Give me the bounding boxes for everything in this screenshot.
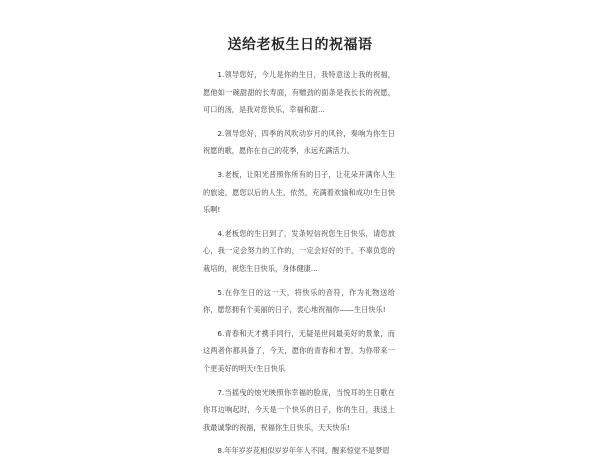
document-body [203, 66, 395, 466]
paragraph-4: 4.老板您的生日到了，发条短信祝您生日快乐，请您放心，我一定会努力的工作的，一定会好好的干，不辜负您的栽培的，祝您生日快乐，身体健康... [203, 228, 395, 273]
paragraph-5: 5.在你生日的这一天，将快乐的音符，作为礼物送给你，愿您拥有个美丽的日子，衷心地祝福你——生日快乐! [203, 287, 395, 315]
paragraph-1: 1.领导您好，今儿是你的生日，我特意送上我的祝福，愿他如一碗甜甜的长寿面，有赠劲的面条是我长长的祝愿，可口的汤，是我对您快乐，幸福和甜... [203, 70, 395, 115]
paragraph-7: 7.当摇曳的烛光映照你幸福的脸庞，当悦耳的生日歌在你耳边响起时，今天是一个快乐的日子，你的生日，我送上我最诚挚的祝福，祝福你生日快乐，天天快乐! [203, 387, 395, 432]
document-title: 送给老板生日的祝福语 [227, 37, 373, 53]
paragraph-3: 3.老板，让阳光普照你所有的日子，让花朵开满你人生的旅途，愿您以后的人生，依然，充满着欢愉和成功!生日快乐啊! [203, 169, 395, 215]
paragraph-8: 8.年年岁岁花相似岁岁年年人不同，醒来惊觉不是梦眉 [217, 446, 390, 456]
paragraph-2: 2.领导您好，四季的风吹动岁月的风铃，奏响为你生日祝愿的歌，愿你在自己的花季，永远充满活力。 [203, 128, 395, 156]
paragraph-6: 6.青春和天才携手同行，无疑是世间最美好的景象，而这两者你都具备了，今天，愿你的青春和才智，为你带来一个更美好的明天!生日快乐 [203, 328, 395, 373]
